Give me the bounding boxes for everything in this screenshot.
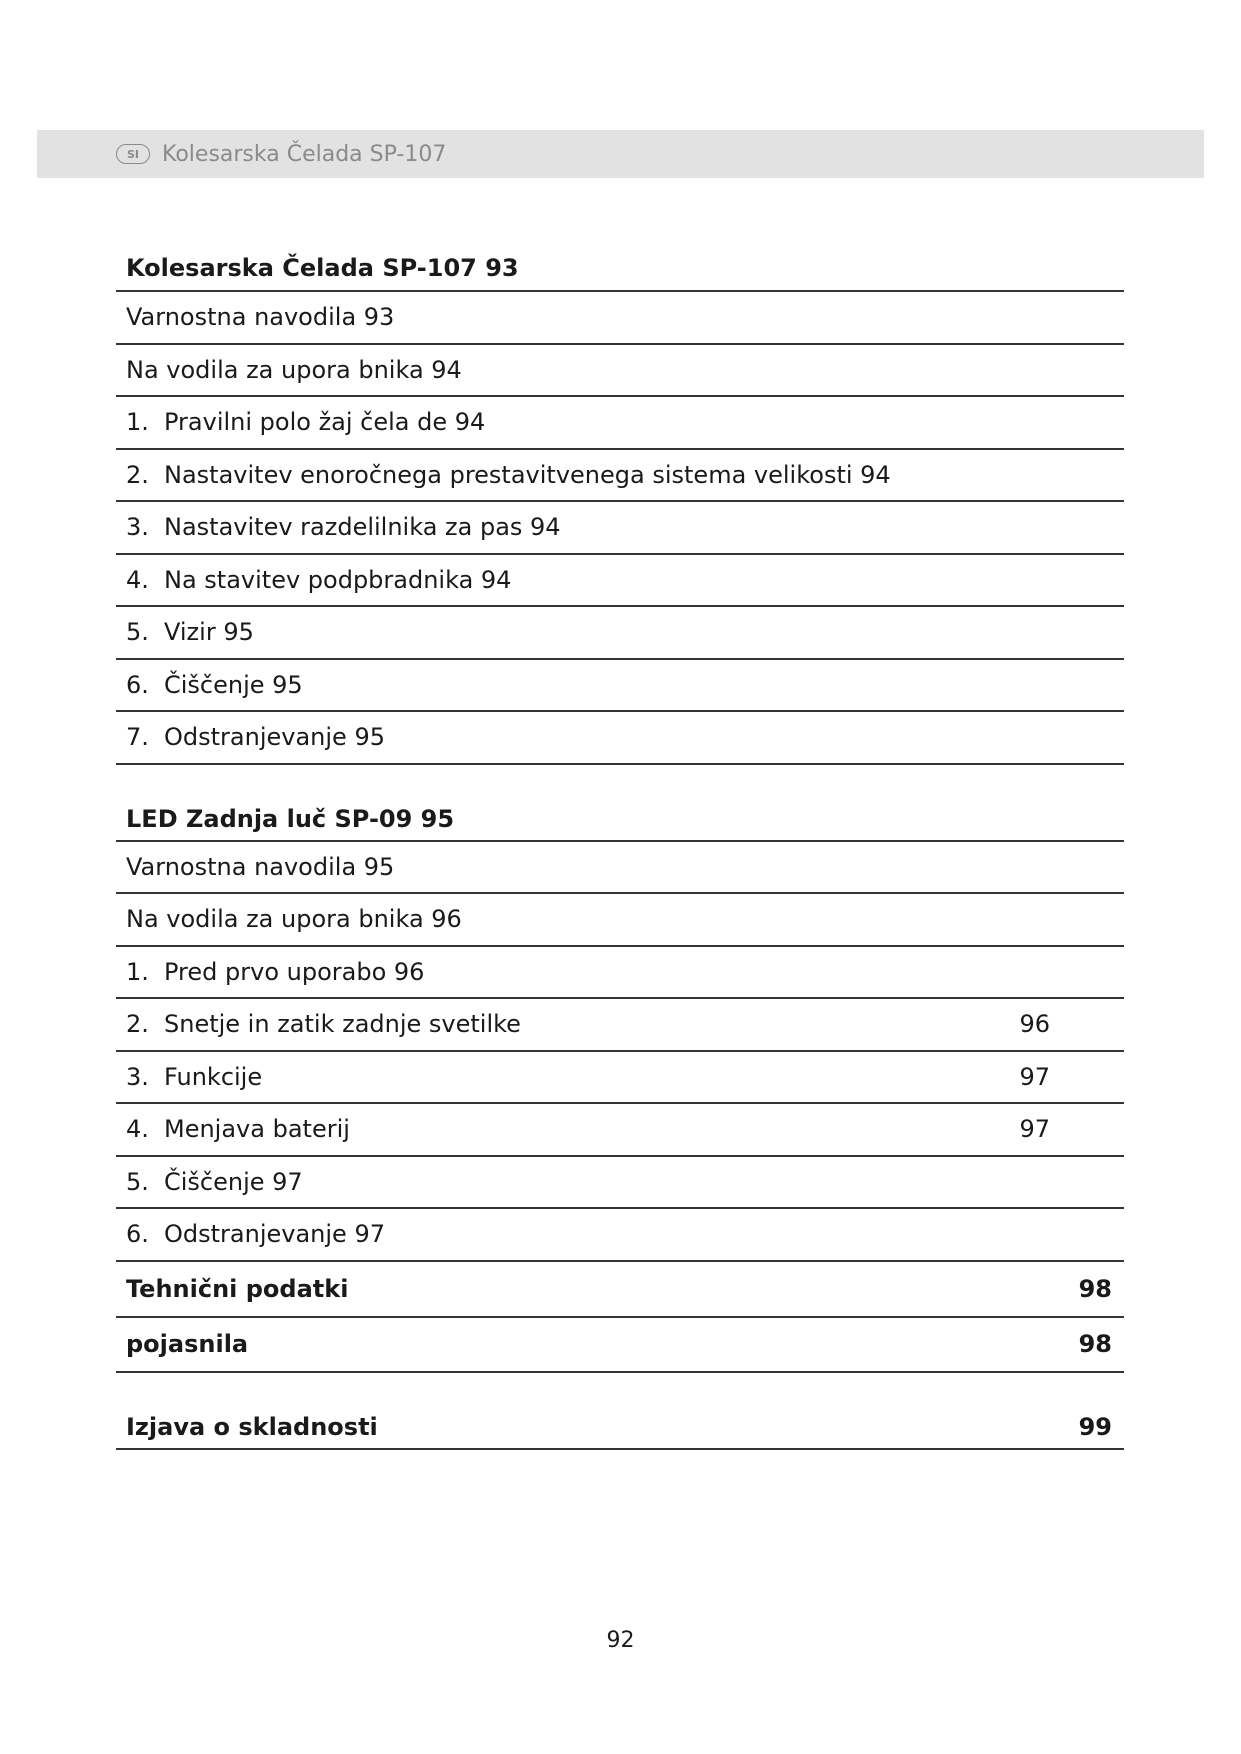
toc-entry[interactable]	[116, 292, 1124, 345]
toc-heading-text: LED Zadnja luč SP-09 95	[126, 804, 455, 833]
toc-entry[interactable]	[116, 999, 1124, 1052]
toc-entry-page: 96	[1019, 1010, 1050, 1039]
toc-entry[interactable]	[116, 712, 1124, 765]
toc-entry-text: Vizir 95	[164, 618, 254, 647]
toc-entry[interactable]	[116, 842, 1124, 895]
toc-entry-number: 1.	[126, 957, 149, 986]
header-bar	[37, 130, 1204, 178]
toc-entry[interactable]	[116, 502, 1124, 555]
toc-heading-text: Kolesarska Čelada SP-107 93	[126, 253, 519, 282]
toc-entry-number: 5.	[126, 618, 149, 647]
toc-entry-text: Odstranjevanje 97	[164, 1220, 385, 1249]
toc-entry-number: 4.	[126, 1115, 149, 1144]
toc-entry-text: Nastavitev razdelilnika za pas 94	[164, 513, 561, 542]
toc-entry[interactable]	[116, 660, 1124, 713]
toc-entry-text: Na stavitev podpbradnika 94	[164, 565, 512, 594]
toc-entry-text: Na vodila za upora bnika 94	[126, 355, 462, 384]
toc-entry-text: Na vodila za upora bnika 96	[126, 905, 462, 934]
toc-section-heading[interactable]	[116, 245, 1124, 292]
toc-entry-number: 4.	[126, 565, 149, 594]
toc-entry-number: 5.	[126, 1167, 149, 1196]
toc-heading-text: Izjava o skladnosti	[126, 1412, 378, 1441]
toc-declaration-of-conformity[interactable]	[116, 1406, 1124, 1450]
toc-entry-number: 3.	[126, 513, 149, 542]
toc-entry-text: Varnostna navodila 95	[126, 852, 395, 881]
toc-entry-page: 98	[1078, 1274, 1112, 1303]
toc-entry-text: Menjava baterij	[164, 1115, 350, 1144]
toc-explanations[interactable]	[116, 1318, 1124, 1373]
toc-entry[interactable]	[116, 397, 1124, 450]
toc-entry-text: Pred prvo uporabo 96	[164, 957, 425, 986]
header-title: Kolesarska Čelada SP-107	[162, 141, 447, 167]
table-of-contents	[116, 245, 1124, 1450]
toc-section-heading[interactable]	[116, 798, 1124, 842]
toc-entry-number: 6.	[126, 1220, 149, 1249]
toc-entry-number: 2.	[126, 1010, 149, 1039]
toc-entry-text: Snetje in zatik zadnje svetilke	[164, 1010, 521, 1039]
toc-entry[interactable]	[116, 1104, 1124, 1157]
toc-entry-text: Pravilni polo žaj čela de 94	[164, 408, 486, 437]
toc-entry-number: 2.	[126, 460, 149, 489]
toc-heading-text: pojasnila	[126, 1330, 249, 1358]
language-badge: SI	[116, 144, 150, 164]
toc-entry-number: 7.	[126, 723, 149, 752]
toc-entry-page: 99	[1078, 1412, 1112, 1441]
toc-entry-number: 3.	[126, 1062, 149, 1091]
toc-entry[interactable]	[116, 555, 1124, 608]
toc-entry-page: 97	[1019, 1062, 1050, 1091]
toc-entry[interactable]	[116, 947, 1124, 1000]
toc-entry-page: 98	[1078, 1330, 1112, 1358]
toc-entry-text: Varnostna navodila 93	[126, 303, 395, 332]
toc-entry[interactable]	[116, 607, 1124, 660]
toc-entry[interactable]	[116, 1157, 1124, 1210]
page-number: 92	[606, 1628, 635, 1653]
toc-entry-text: Funkcije	[164, 1062, 263, 1091]
toc-entry-text: Odstranjevanje 95	[164, 723, 385, 752]
toc-entry-page: 97	[1019, 1115, 1050, 1144]
toc-entry-number: 6.	[126, 670, 149, 699]
toc-entry[interactable]	[116, 345, 1124, 398]
toc-entry-text: Nastavitev enoročnega prestavitvenega sistema velikosti 94	[164, 460, 891, 489]
toc-entry-text: Čiščenje 97	[164, 1167, 303, 1196]
toc-entry-text: Čiščenje 95	[164, 670, 303, 699]
toc-heading-text: Tehnični podatki	[126, 1274, 349, 1303]
toc-technical-data[interactable]	[116, 1262, 1124, 1318]
toc-entry[interactable]	[116, 894, 1124, 947]
toc-entry-number: 1.	[126, 408, 149, 437]
toc-entry[interactable]	[116, 450, 1124, 503]
toc-entry[interactable]	[116, 1052, 1124, 1105]
toc-entry[interactable]	[116, 1209, 1124, 1262]
